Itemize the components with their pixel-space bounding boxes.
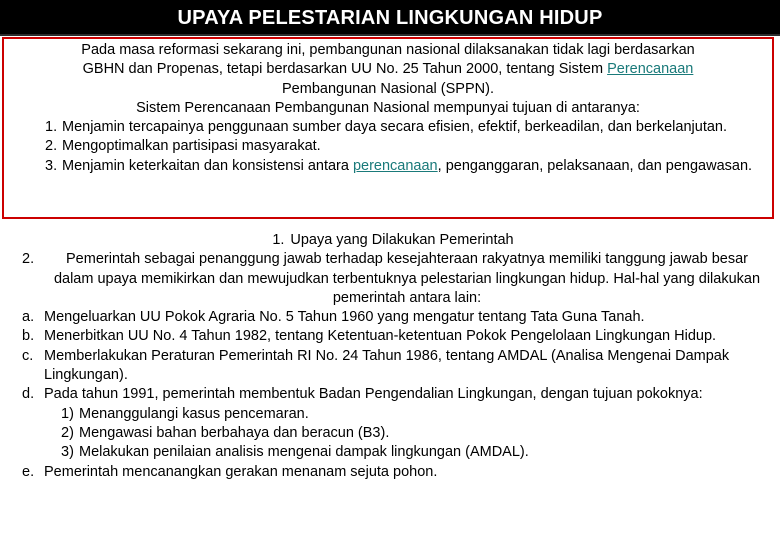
list-item-letter: e. — [22, 463, 35, 480]
page-title: UPAYA PELESTARIAN LINGKUNGAN HIDUP — [0, 0, 780, 36]
list-item-letter: d. — [22, 386, 35, 403]
sub-item — [0, 405, 780, 424]
sub-item-text: Mengawasi bahan berbahaya dan beracun (B3). — [79, 424, 390, 441]
goal-text-pre: Menjamin keterkaitan dan konsistensi antara — [62, 157, 353, 174]
list-item-text: Pemerintah mencanangkan gerakan menanam sejuta pohon. — [44, 463, 438, 480]
list-item — [0, 308, 780, 327]
list-item-text: Pada tahun 1991, pemerintah membentuk Badan Pengendalian Lingkungan, dengan tujuan pokoknya: — [44, 386, 703, 403]
list-item-letter: c. — [22, 347, 34, 364]
list-item — [0, 327, 780, 346]
list-item — [0, 385, 780, 404]
sub-item — [0, 424, 780, 443]
list-item-text: Mengeluarkan UU Pokok Agraria No. 5 Tahun 1960 yang mengatur tentang Tata Guna Tanah. — [44, 309, 645, 326]
sub-item-number: 2) — [61, 424, 74, 441]
perencanaan-link-2[interactable]: perencanaan — [352, 157, 438, 174]
goal-text: Mengoptimalkan partisipasi masyarakat. — [62, 138, 321, 155]
goals-list — [12, 118, 764, 176]
perencanaan-link[interactable]: Perencanaan — [607, 61, 694, 78]
list-item-text: Menerbitkan UU No. 4 Tahun 1982, tentang Ketentuan-ketentuan Pokok Pengelolaan Lingkungan Hidup. — [44, 328, 717, 345]
government-efforts-section — [0, 231, 780, 482]
goal-item — [12, 137, 764, 156]
intro-line-2-text: GBHN dan Propenas, tetapi berdasarkan UU No. 25 Tahun 2000, tentang Sistem — [82, 61, 608, 78]
goal-item — [12, 118, 764, 137]
sub-item-number: 1) — [61, 405, 74, 422]
intro-line-1: Pada masa reformasi sekarang ini, pembangunan nasional dilaksanakan tidak lagi berdasarkan — [81, 42, 695, 58]
sub-item-text: Melakukan penilaian analisis mengenai dampak lingkungan (AMDAL). — [79, 444, 529, 461]
goal-text: Menjamin tercapainya penggunaan sumber daya secara efisien, efektif, berkeadilan, dan berkelanjutan. — [62, 119, 728, 136]
sub-item — [0, 443, 780, 462]
goal-number: 3. — [45, 157, 58, 174]
paragraph-number: 2. — [22, 251, 35, 268]
section-heading-number: 1. — [272, 232, 285, 248]
goal-item — [12, 157, 764, 176]
list-item — [0, 463, 780, 482]
list-item — [0, 347, 780, 386]
section-heading — [0, 231, 780, 250]
intro-line-2 — [12, 60, 764, 79]
list-item-letter: b. — [22, 328, 35, 345]
section-heading-text: Upaya yang Dilakukan Pemerintah — [290, 232, 514, 248]
goal-number: 2. — [45, 138, 58, 155]
list-item-text: Memberlakukan Peraturan Pemerintah RI No. 24 Tahun 1986, tentang AMDAL (Analisa Mengenai Dampak Lingkungan). — [44, 347, 730, 384]
intro-line-3: Pembangunan Nasional (SPPN). — [282, 80, 494, 97]
goal-number: 1. — [45, 119, 58, 136]
goal-text-post: , penganggaran, pelaksanaan, dan pengawasan. — [437, 157, 753, 174]
sub-item-number: 3) — [61, 444, 74, 461]
sub-item-text: Menanggulangi kasus pencemaran. — [79, 405, 309, 422]
section-paragraph — [0, 250, 780, 308]
intro-box — [2, 37, 774, 219]
intro-line-4: Sistem Perencanaan Pembangunan Nasional mempunyai tujuan di antaranya: — [136, 99, 640, 116]
paragraph-text: Pemerintah sebagai penanggung jawab terhadap kesejahteraan rakyatnya memiliki tanggung jawab besar dalam upaya memikirkan dan mewujudkan terbentuknya pelestarian lingkungan hidup. Hal-hal yang dilakukan pemerintah antara lain: — [53, 251, 761, 306]
list-item-letter: a. — [22, 309, 35, 326]
